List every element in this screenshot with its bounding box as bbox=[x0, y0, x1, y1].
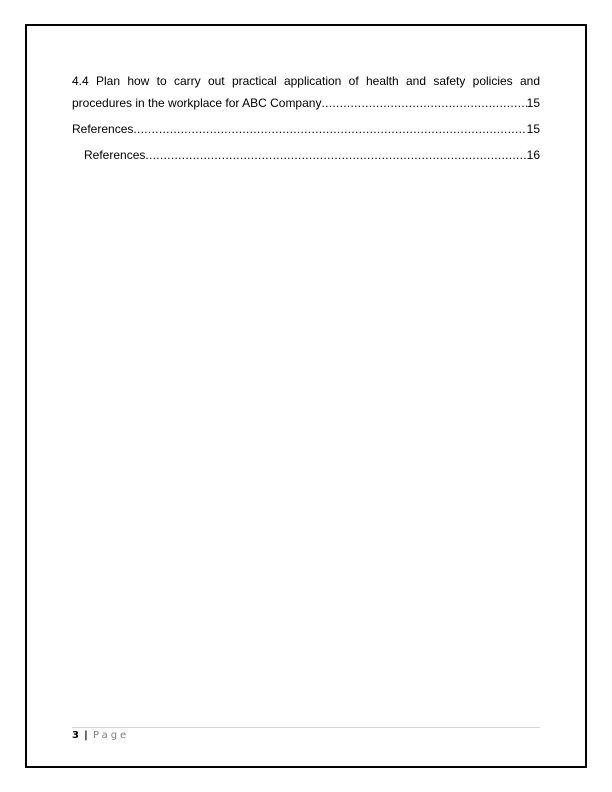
toc-entry-leader-row bbox=[72, 118, 540, 140]
table-of-contents bbox=[72, 70, 540, 166]
toc-page-number: 15 bbox=[526, 96, 540, 110]
toc-entry-text-line1: 4.4 Plan how to carry out practical application of health and safety policies and bbox=[72, 74, 540, 88]
toc-entry-text-line2: procedures in the workplace for ABC Company bbox=[72, 96, 322, 110]
toc-entry-text: References bbox=[72, 122, 134, 136]
footer-page-number: 3 bbox=[72, 730, 79, 741]
toc-entry-4-4[interactable] bbox=[72, 70, 540, 114]
toc-page-number: 16 bbox=[526, 148, 540, 162]
footer-divider bbox=[72, 727, 540, 728]
toc-entry-text: References bbox=[84, 148, 146, 162]
toc-entry-references[interactable] bbox=[72, 118, 540, 140]
page-footer bbox=[72, 730, 129, 742]
dot-leader bbox=[321, 92, 526, 114]
dot-leader bbox=[145, 144, 526, 166]
toc-entry-leader-row bbox=[72, 92, 540, 114]
toc-entry-leader-row bbox=[84, 144, 540, 166]
toc-entry-references-sub[interactable] bbox=[72, 144, 540, 166]
toc-page-number: 15 bbox=[526, 122, 540, 136]
footer-separator: | bbox=[84, 730, 88, 741]
dot-leader bbox=[133, 118, 526, 140]
footer-page-label: Page bbox=[93, 730, 130, 741]
